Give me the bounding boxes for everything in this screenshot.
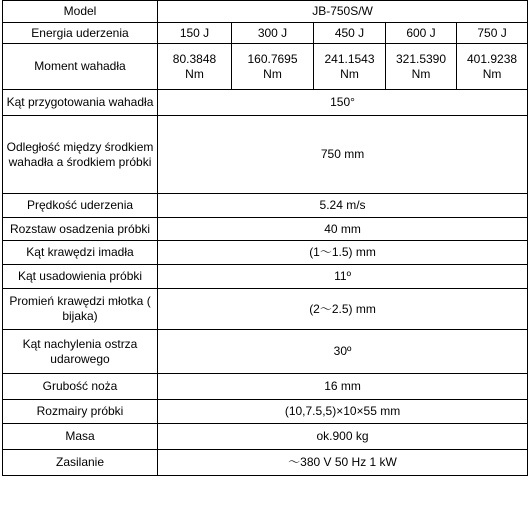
spec-label: Zasilanie [3, 450, 158, 476]
moment-value: 321.5390 [395, 51, 447, 66]
energy-cell: 750 J [457, 23, 528, 44]
spec-value: (2～2.5) mm [158, 289, 528, 330]
moment-cell [457, 44, 528, 90]
moment-label: Moment wahadła [3, 44, 158, 90]
energy-cell: 150 J [158, 23, 232, 44]
row-spec [3, 450, 528, 476]
moment-value: 401.9238 [467, 51, 518, 66]
spec-label: Kąt usadowienia próbki [3, 265, 158, 289]
row-spec [3, 424, 528, 450]
spec-value: 16 mm [158, 374, 528, 400]
spec-value: 750 mm [158, 116, 528, 194]
moment-cell [386, 44, 457, 90]
energy-label: Energia uderzenia [3, 23, 158, 44]
row-model [3, 1, 528, 23]
model-label: Model [3, 1, 158, 23]
moment-unit: Nm [340, 66, 359, 81]
row-spec [3, 90, 528, 116]
energy-cell: 300 J [232, 23, 314, 44]
row-spec [3, 289, 528, 330]
moment-unit: Nm [482, 66, 502, 81]
moment-value: 241.1543 [324, 51, 375, 66]
moment-value: 160.7695 [247, 51, 298, 66]
row-spec [3, 330, 528, 374]
spec-value: 150° [158, 90, 528, 116]
moment-unit: Nm [263, 66, 282, 81]
spec-value: (10,7.5,5)×10×55 mm [158, 400, 528, 424]
row-spec [3, 116, 528, 194]
moment-cell [232, 44, 314, 90]
row-spec [3, 265, 528, 289]
spec-value: ～380 V 50 Hz 1 kW [158, 450, 528, 476]
spec-label: Odległość między środkiem wahadła a środkiem próbki [3, 116, 158, 194]
moment-unit: Nm [185, 66, 204, 81]
spec-label: Rozmairy próbki [3, 400, 158, 424]
spec-table-container [2, 0, 528, 476]
row-spec [3, 194, 528, 218]
spec-label: Promień krawędzi młotka ( bijaka) [3, 289, 158, 330]
moment-cell [314, 44, 386, 90]
spec-label: Masa [3, 424, 158, 450]
spec-value: 5.24 m/s [158, 194, 528, 218]
row-spec [3, 241, 528, 265]
row-energy [3, 23, 528, 44]
spec-label: Rozstaw osadzenia próbki [3, 218, 158, 241]
spec-label: Kąt krawędzi imadła [3, 241, 158, 265]
moment-value: 80.3848 [172, 51, 217, 66]
moment-unit: Nm [411, 66, 431, 81]
spec-value: ok.900 kg [158, 424, 528, 450]
spec-label: Kąt przygotowania wahadła [3, 90, 158, 116]
moment-cell [158, 44, 232, 90]
row-spec [3, 374, 528, 400]
row-moment [3, 44, 528, 90]
specification-table [2, 0, 528, 476]
spec-label: Kąt nachylenia ostrza udarowego [3, 330, 158, 374]
row-spec [3, 400, 528, 424]
energy-cell: 450 J [314, 23, 386, 44]
row-spec [3, 218, 528, 241]
energy-cell: 600 J [386, 23, 457, 44]
spec-value: (1～1.5) mm [158, 241, 528, 265]
model-value: JB-750S/W [158, 1, 528, 23]
spec-label: Prędkość uderzenia [3, 194, 158, 218]
spec-value: 11º [158, 265, 528, 289]
spec-value: 40 mm [158, 218, 528, 241]
spec-value: 30º [158, 330, 528, 374]
spec-label: Grubość noża [3, 374, 158, 400]
